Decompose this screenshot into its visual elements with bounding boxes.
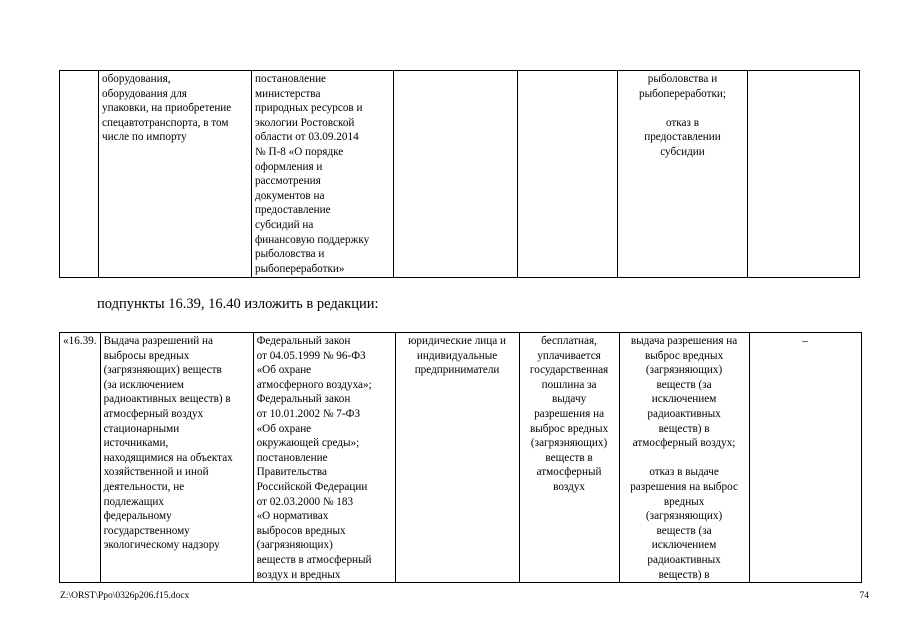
cell-service-name: оборудования, оборудования для упаковки, на приобретение спецавтотранспорта, в том числе по импорту [99, 71, 252, 278]
cell-number [60, 71, 99, 278]
cell-fee [518, 71, 618, 278]
table-row [60, 333, 862, 583]
footer-file-path: Z:\ORST\Ppo\0326p206.f15.docx [60, 591, 190, 601]
intro-paragraph: подпункты 16.39, 16.40 изложить в редакции: [97, 296, 379, 312]
cell-number: «16.39. [60, 333, 101, 583]
cell-result: рыболовства и рыбопереработки; отказ в предоставлении субсидии [618, 71, 748, 278]
cell-applicants: юридические лица и индивидуальные предприниматели [395, 333, 519, 583]
table-row [60, 71, 860, 278]
regulation-table-continued [59, 70, 860, 278]
cell-notes: – [749, 333, 861, 583]
cell-result: выдача разрешения на выброс вредных (загрязняющих) веществ (за исключением радиоактивных веществ) в атмосферный воздух; отказ в выдаче разрешения на выброс вредных (загрязняющих) веществ (за исключением радиоактивных веществ) в [619, 333, 749, 583]
cell-service-name: Выдача разрешений на выбросы вредных (загрязняющих) веществ (за исключением радиоактивных веществ) в атмосферный воздух стационарными источниками, находящимися на объектах хозяйственной и иной деятельности, не подлежащих федеральному государственному экологическому надзору [100, 333, 253, 583]
page-number: 74 [859, 591, 869, 601]
regulation-table-new [59, 332, 862, 583]
cell-fee: бесплатная, уплачивается государственная пошлина за выдачу разрешения на выброс вредных (загрязняющих) веществ в атмосферный воздух [519, 333, 619, 583]
cell-legal-basis: Федеральный закон от 04.05.1999 № 96-ФЗ «Об охране атмосферного воздуха»; Федеральный закон от 10.01.2002 № 7-ФЗ «Об охране окружающей среды»; постановление Правительства Российской Федерации от 02.03.2000 № 183 «О нормативах выбросов вредных (загрязняющих) веществ в атмосферный воздух и вредных [253, 333, 395, 583]
cell-legal-basis: постановление министерства природных ресурсов и экологии Ростовской области от 03.09.2014 № П-8 «О порядке оформления и рассмотрения документов на предоставление субсидий на финансовую поддержку рыболовства и рыбопереработки» [252, 71, 394, 278]
cell-notes [748, 71, 860, 278]
cell-applicants [394, 71, 518, 278]
